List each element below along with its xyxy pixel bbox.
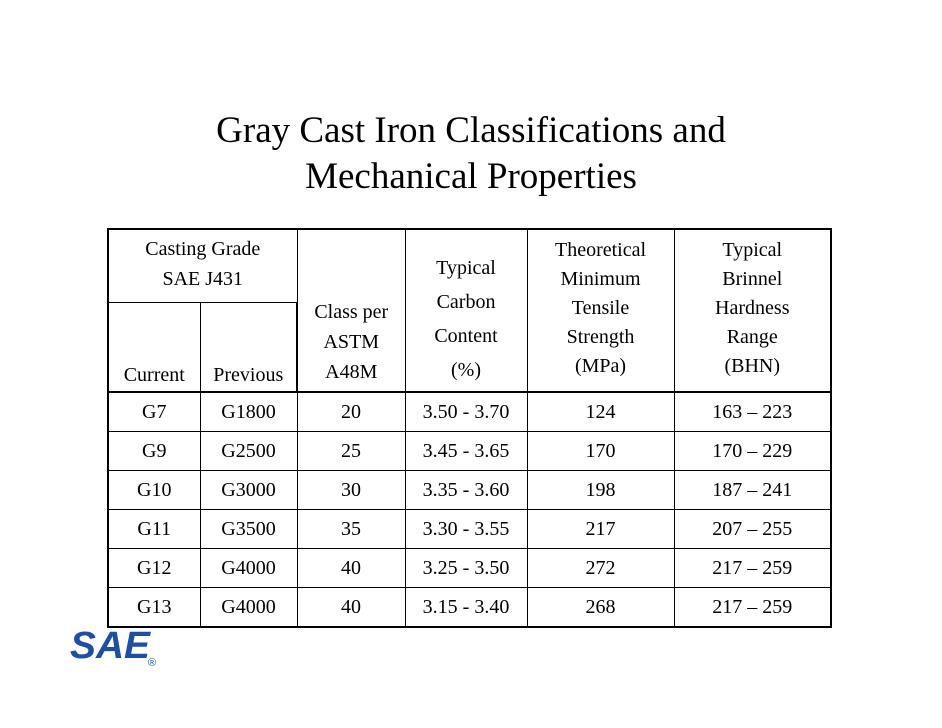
header-tensile-line: Strength (566, 326, 635, 348)
cell-previous: G3500 (200, 510, 297, 549)
header-hardness-line: Brinnel (722, 268, 783, 290)
cell-carbon: 3.25 - 3.50 (405, 549, 527, 588)
header-hardness-range (674, 229, 831, 392)
cell-tensile: 268 (527, 588, 674, 628)
cell-previous: G4000 (200, 549, 297, 588)
cell-current: G9 (108, 432, 200, 471)
cell-hardness: 163 – 223 (674, 392, 831, 432)
cell-astm: 40 (297, 588, 405, 628)
cell-current: G10 (108, 471, 200, 510)
cell-hardness: 217 – 259 (674, 549, 831, 588)
cell-astm: 25 (297, 432, 405, 471)
cell-tensile: 272 (527, 549, 674, 588)
header-astm-line: ASTM (323, 331, 380, 353)
cell-hardness: 170 – 229 (674, 432, 831, 471)
header-casting-grade (108, 229, 297, 303)
sae-logo-mark (70, 622, 160, 668)
table-row (108, 392, 831, 432)
table-row (108, 432, 831, 471)
sae-logo-text: SAE (70, 625, 152, 667)
table-row (108, 471, 831, 510)
header-carbon-line: Content (434, 325, 498, 347)
header-tensile-strength (527, 229, 674, 392)
table-row (108, 549, 831, 588)
properties-table (107, 228, 832, 628)
header-sae-j431-line: SAE J431 (162, 268, 244, 290)
cell-tensile: 170 (527, 432, 674, 471)
cell-previous: G4000 (200, 588, 297, 628)
header-carbon-content (405, 229, 527, 392)
table-body (108, 392, 831, 627)
header-tensile-line: (MPa) (574, 355, 627, 377)
header-hardness-line: Typical (722, 239, 783, 261)
sae-logo (70, 622, 160, 673)
header-tensile-line: Theoretical (554, 239, 647, 261)
registered-mark: ® (148, 657, 157, 668)
table-row (108, 588, 831, 628)
header-hardness-line: Range (726, 326, 778, 348)
cell-carbon: 3.45 - 3.65 (405, 432, 527, 471)
header-carbon-line: Carbon (436, 291, 496, 313)
header-current: Current (108, 303, 200, 393)
cell-carbon: 3.15 - 3.40 (405, 588, 527, 628)
cell-hardness: 207 – 255 (674, 510, 831, 549)
header-astm-class (297, 229, 405, 392)
cell-hardness: 217 – 259 (674, 588, 831, 628)
cell-tensile: 124 (527, 392, 674, 432)
cell-tensile: 217 (527, 510, 674, 549)
header-astm-line: Class per (314, 301, 389, 323)
cell-astm: 35 (297, 510, 405, 549)
cell-carbon: 3.50 - 3.70 (405, 392, 527, 432)
header-carbon-line: (%) (451, 359, 481, 381)
header-hardness-line: (BHN) (724, 355, 781, 377)
cell-carbon: 3.35 - 3.60 (405, 471, 527, 510)
cell-carbon: 3.30 - 3.55 (405, 510, 527, 549)
page-title (0, 108, 942, 200)
cell-current: G12 (108, 549, 200, 588)
header-carbon-line: Typical (436, 257, 496, 279)
title-line-2: Mechanical Properties (305, 156, 637, 197)
cell-astm: 30 (297, 471, 405, 510)
cell-astm: 40 (297, 549, 405, 588)
table-header (108, 229, 831, 392)
cell-current: G13 (108, 588, 200, 628)
cell-previous: G3000 (200, 471, 297, 510)
header-tensile-line: Tensile (571, 297, 630, 319)
cell-current: G7 (108, 392, 200, 432)
cell-current: G11 (108, 510, 200, 549)
cell-astm: 20 (297, 392, 405, 432)
header-previous: Previous (200, 303, 297, 393)
cell-previous: G2500 (200, 432, 297, 471)
header-tensile-line: Minimum (560, 268, 641, 290)
header-astm-line: A48M (325, 361, 378, 383)
cell-tensile: 198 (527, 471, 674, 510)
title-line-1: Gray Cast Iron Classifications and (216, 110, 726, 151)
cell-hardness: 187 – 241 (674, 471, 831, 510)
table-row (108, 510, 831, 549)
cell-previous: G1800 (200, 392, 297, 432)
header-casting-grade-line: Casting Grade (145, 238, 261, 260)
header-hardness-line: Hardness (715, 297, 790, 319)
